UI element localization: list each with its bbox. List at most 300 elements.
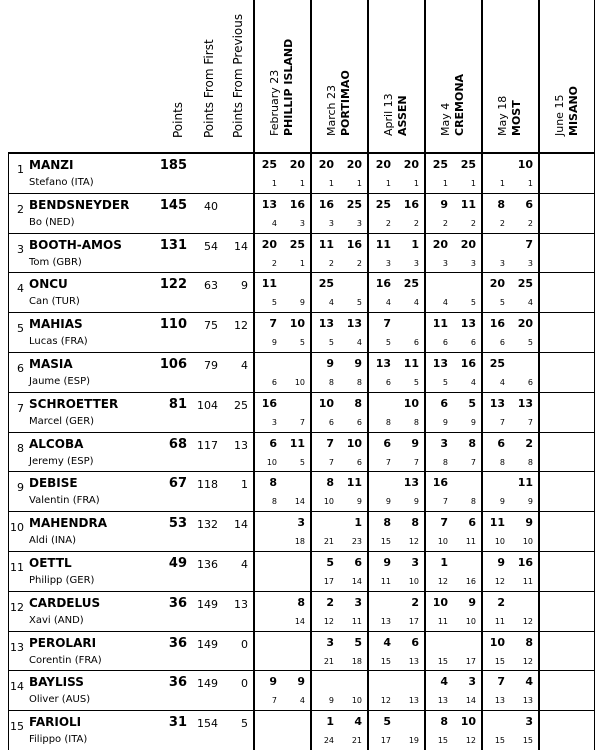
race-score: 8 — [525, 635, 533, 649]
race-position: 4 — [271, 218, 277, 228]
race-score: 20 — [403, 158, 419, 171]
race-score: 20 — [375, 158, 391, 171]
race-position: 12 — [323, 616, 334, 626]
race-score: 16 — [460, 357, 476, 370]
race-position: 3 — [527, 258, 533, 268]
race-position: 17 — [465, 656, 476, 666]
race-position: 7 — [442, 497, 448, 507]
race-score: 20 — [432, 237, 448, 251]
rider-nationality: (ESP) — [63, 376, 90, 387]
race-position: 9 — [470, 417, 476, 427]
rider-first-name — [29, 257, 82, 268]
race-score: 3 — [440, 436, 448, 450]
race-position: 9 — [328, 696, 334, 706]
race-position: 12 — [408, 537, 419, 547]
points-from-first: 63 — [204, 279, 218, 293]
race-position: 7 — [271, 696, 277, 706]
race-score: 8 — [440, 715, 448, 729]
rider-last-name: BAYLISS — [29, 675, 84, 690]
race-position: 11 — [494, 616, 505, 626]
table-row — [0, 353, 595, 393]
race-position: 1 — [299, 179, 305, 188]
points-from-first: 79 — [204, 359, 218, 372]
race-score: 11 — [432, 317, 448, 331]
race-score: 25 — [432, 158, 448, 171]
rider-nationality: (FRA) — [72, 495, 100, 507]
race-score: 3 — [468, 675, 476, 689]
rider-points: 131 — [159, 237, 187, 253]
race-position: 4 — [499, 378, 505, 387]
rider-first-name-text: Valentin — [29, 495, 70, 507]
race-position: 7 — [499, 417, 505, 427]
rider-first-name-text: Marcel — [29, 415, 63, 427]
race-position: 1 — [271, 179, 277, 188]
race-position: 9 — [413, 497, 419, 507]
race-position: 18 — [294, 537, 305, 547]
race-position: 7 — [413, 457, 419, 467]
rider-points: 36 — [168, 635, 187, 651]
rider-points: 53 — [168, 516, 187, 532]
rider-last-name: OETTL — [29, 556, 72, 570]
points-from-first: 136 — [197, 558, 218, 571]
race-position: 2 — [413, 218, 419, 228]
race-position: 8 — [271, 497, 277, 507]
race-position: 6 — [356, 457, 362, 467]
race-position: 6 — [470, 338, 476, 348]
rider-points: 110 — [159, 317, 187, 333]
rider-nationality: (ITA) — [64, 734, 88, 746]
race-score: 25 — [517, 277, 533, 291]
race-score: 9 — [297, 675, 305, 689]
points-from-first: 40 — [204, 199, 218, 213]
race-position: 12 — [437, 577, 448, 586]
race-score: 13 — [403, 476, 419, 490]
rider-first-name-text: Tom — [29, 256, 50, 268]
race-position: 9 — [527, 497, 533, 507]
race-position: 6 — [271, 378, 277, 387]
race-position: 6 — [385, 378, 391, 387]
rider-first-name-text: Aldi — [29, 535, 48, 547]
race-position: 10 — [408, 577, 419, 586]
rider-nationality: (GER) — [65, 575, 95, 586]
race-position: 9 — [299, 298, 305, 308]
race-score: 3 — [297, 516, 305, 530]
race-position: 10 — [323, 497, 334, 507]
rider-points: 68 — [168, 436, 187, 452]
race-score: 20 — [261, 237, 277, 251]
rider-last-name: CARDELUS — [29, 595, 101, 610]
points-from-first: 149 — [197, 677, 218, 691]
row-position: 12 — [10, 600, 24, 614]
race-position: 13 — [380, 616, 391, 626]
race-score: 10 — [489, 635, 505, 649]
points-from-previous: 4 — [241, 359, 248, 372]
points-from-previous: 4 — [241, 558, 248, 571]
rider-first-name — [29, 456, 94, 467]
race-position: 8 — [328, 378, 334, 387]
rider-nationality: (INA) — [50, 535, 77, 547]
race-score: 20 — [289, 158, 305, 171]
rider-nationality: (NED) — [45, 216, 75, 228]
rider-nationality: (AUS) — [61, 694, 91, 706]
row-position: 15 — [10, 720, 24, 734]
rider-first-name-text: Stefano — [29, 177, 68, 188]
race-position: 2 — [527, 218, 533, 228]
row-position: 5 — [17, 322, 24, 336]
race-score: 4 — [354, 715, 362, 729]
rider-last-name: MASIA — [29, 357, 73, 371]
rider-last-name: PEROLARI — [29, 635, 97, 650]
race-position: 8 — [442, 457, 448, 467]
rider-points: 36 — [168, 595, 187, 611]
race-score: 9 — [326, 357, 334, 370]
rider-first-name — [29, 655, 102, 666]
table-row — [0, 154, 595, 194]
race-position: 10 — [351, 696, 362, 706]
event-date-header: February 23 — [268, 69, 281, 136]
race-score: 16 — [346, 237, 362, 251]
race-position: 8 — [499, 457, 505, 467]
table-row — [0, 433, 595, 473]
rider-first-name — [29, 495, 100, 506]
table-row — [0, 234, 595, 274]
race-score: 3 — [411, 556, 419, 569]
race-position: 4 — [442, 298, 448, 308]
points-from-previous: 14 — [234, 518, 248, 532]
race-score: 16 — [289, 197, 305, 211]
points-from-previous: 25 — [234, 398, 248, 412]
race-position: 18 — [351, 656, 362, 666]
race-position: 3 — [470, 258, 476, 268]
race-score: 11 — [517, 476, 533, 490]
points-from-first: 132 — [197, 518, 218, 532]
race-position: 6 — [527, 378, 533, 387]
row-position: 4 — [17, 282, 24, 296]
race-position: 5 — [299, 457, 305, 467]
race-position: 10 — [437, 537, 448, 547]
rider-points: 185 — [159, 158, 187, 173]
points-from-first-header: Points From First — [202, 39, 216, 138]
race-position: 2 — [271, 258, 277, 268]
race-position: 11 — [380, 577, 391, 586]
race-position: 3 — [442, 258, 448, 268]
points-from-previous: 13 — [234, 438, 248, 452]
race-position: 11 — [351, 616, 362, 626]
race-position: 4 — [356, 338, 362, 348]
race-position: 13 — [437, 696, 448, 706]
race-score: 3 — [354, 595, 362, 609]
points-from-previous: 5 — [241, 717, 248, 731]
row-position: 7 — [17, 401, 24, 415]
table-row — [0, 592, 595, 632]
points-from-previous: 0 — [241, 637, 248, 651]
rider-last-name: DEBISE — [29, 476, 78, 491]
race-score: 8 — [468, 436, 476, 450]
race-position: 5 — [413, 378, 419, 387]
points-from-first: 75 — [204, 319, 218, 333]
race-score: 10 — [289, 317, 305, 331]
rider-first-name-text: Filippo — [29, 734, 62, 746]
race-position: 14 — [465, 696, 476, 706]
race-position: 3 — [328, 218, 334, 228]
race-score: 25 — [346, 197, 362, 211]
race-position: 7 — [299, 417, 305, 427]
race-position: 17 — [380, 736, 391, 746]
points-from-previous: 1 — [241, 478, 248, 492]
race-score: 11 — [289, 436, 305, 450]
race-position: 9 — [442, 417, 448, 427]
race-score: 13 — [261, 197, 277, 211]
points-from-first: 118 — [197, 478, 218, 492]
race-score: 8 — [411, 516, 419, 530]
race-score: 25 — [460, 158, 476, 171]
race-position: 8 — [527, 457, 533, 467]
race-score: 8 — [383, 516, 391, 530]
race-score: 25 — [489, 357, 505, 370]
race-score: 20 — [489, 277, 505, 291]
race-position: 3 — [356, 218, 362, 228]
race-position: 1 — [499, 179, 505, 188]
race-position: 12 — [522, 616, 533, 626]
race-score: 1 — [411, 237, 419, 251]
rider-first-name — [29, 734, 87, 745]
row-position: 6 — [17, 362, 24, 375]
race-score: 6 — [440, 396, 448, 410]
points-from-previous: 12 — [234, 319, 248, 333]
race-score: 9 — [411, 436, 419, 450]
rider-points: 145 — [159, 197, 187, 213]
race-score: 5 — [468, 396, 476, 410]
race-score: 10 — [346, 436, 362, 450]
race-score: 7 — [383, 317, 391, 331]
points-from-first: 104 — [197, 398, 218, 412]
race-score: 2 — [411, 595, 419, 609]
race-position: 3 — [499, 258, 505, 268]
rider-nationality: (GBR) — [52, 256, 82, 268]
rider-first-name — [29, 296, 80, 307]
race-score: 13 — [318, 317, 334, 331]
race-score: 16 — [318, 197, 334, 211]
race-score: 20 — [346, 158, 362, 171]
race-score: 4 — [383, 635, 391, 649]
race-position: 4 — [385, 298, 391, 308]
race-position: 15 — [380, 537, 391, 547]
row-position: 11 — [10, 561, 24, 574]
points-from-first: 149 — [197, 637, 218, 651]
race-position: 8 — [385, 417, 391, 427]
race-position: 5 — [356, 298, 362, 308]
points-from-first: 149 — [197, 597, 218, 611]
race-score: 25 — [403, 277, 419, 291]
rider-first-name — [29, 535, 76, 546]
rider-last-name: MAHENDRA — [29, 516, 107, 531]
race-position: 4 — [328, 298, 334, 308]
race-score: 7 — [269, 317, 277, 331]
event-name-header: PORTIMAO — [339, 70, 352, 136]
rider-first-name-text: Bo — [29, 216, 42, 228]
race-score: 20 — [517, 317, 533, 331]
race-position: 5 — [328, 338, 334, 348]
rider-first-name — [29, 575, 94, 586]
race-position: 4 — [527, 298, 533, 308]
race-position: 6 — [413, 338, 419, 348]
race-position: 21 — [323, 537, 334, 547]
race-score: 10 — [318, 396, 334, 410]
race-position: 9 — [385, 497, 391, 507]
rider-nationality: (FRA) — [74, 654, 102, 666]
race-score: 11 — [460, 197, 476, 211]
race-position: 2 — [442, 218, 448, 228]
race-score: 16 — [261, 396, 277, 410]
race-score: 1 — [326, 715, 334, 729]
rider-last-name: MANZI — [29, 158, 74, 172]
race-position: 1 — [356, 179, 362, 188]
rider-first-name — [29, 336, 88, 347]
table-row — [0, 632, 595, 672]
race-score: 4 — [440, 675, 448, 689]
race-position: 14 — [351, 577, 362, 586]
event-date-header: May 18 — [496, 95, 509, 136]
race-score: 7 — [440, 516, 448, 530]
rider-points: 31 — [168, 715, 187, 731]
race-position: 13 — [408, 656, 419, 666]
race-score: 5 — [354, 635, 362, 649]
rider-nationality: (ITA) — [70, 177, 94, 188]
points-from-first: 154 — [197, 717, 218, 731]
race-score: 13 — [517, 396, 533, 410]
race-score: 8 — [326, 476, 334, 490]
points-from-previous: 14 — [234, 239, 248, 253]
rider-points: 67 — [168, 476, 187, 492]
race-position: 6 — [499, 338, 505, 348]
race-score: 9 — [269, 675, 277, 689]
race-position: 15 — [437, 656, 448, 666]
rider-first-name-text: Can — [29, 296, 49, 308]
race-position: 1 — [470, 179, 476, 188]
rider-first-name-text: Oliver — [29, 694, 59, 706]
event-date-header: April 13 — [382, 93, 395, 136]
race-position: 8 — [413, 417, 419, 427]
race-position: 11 — [522, 577, 533, 586]
race-position: 11 — [465, 537, 476, 547]
rider-first-name — [29, 177, 94, 188]
race-score: 9 — [354, 357, 362, 370]
rider-last-name: FARIOLI — [29, 715, 82, 730]
race-position: 3 — [299, 218, 305, 228]
points-from-previous-header: Points From Previous — [231, 13, 245, 138]
race-position: 14 — [294, 616, 305, 626]
race-position: 15 — [380, 656, 391, 666]
race-score: 6 — [468, 516, 476, 530]
race-position: 10 — [465, 616, 476, 626]
race-score: 8 — [297, 595, 305, 609]
race-score: 9 — [440, 197, 448, 211]
rider-last-name: MAHIAS — [29, 317, 83, 332]
rider-nationality: (GER) — [65, 415, 95, 427]
table-row — [0, 671, 595, 711]
race-score: 25 — [375, 197, 391, 211]
race-position: 2 — [470, 218, 476, 228]
points-from-previous: 9 — [241, 279, 248, 293]
race-score: 10 — [432, 595, 448, 609]
rider-first-name — [29, 217, 74, 228]
race-position: 10 — [522, 537, 533, 547]
race-position: 3 — [271, 417, 277, 427]
table-row — [0, 512, 595, 552]
row-position: 1 — [17, 163, 24, 176]
race-position: 10 — [494, 537, 505, 547]
race-score: 2 — [497, 595, 505, 609]
race-score: 13 — [432, 357, 448, 370]
race-score: 6 — [354, 556, 362, 569]
race-position: 12 — [465, 736, 476, 746]
race-score: 25 — [261, 158, 277, 171]
rider-last-name: BENDSNEYDER — [29, 197, 130, 212]
rider-nationality: (AND) — [53, 614, 84, 626]
event-date-header: March 23 — [325, 84, 338, 136]
rider-first-name-text: Jeremy — [29, 455, 64, 467]
race-position: 21 — [323, 656, 334, 666]
race-score: 16 — [403, 197, 419, 211]
rider-first-name-text: Corentin — [29, 654, 72, 666]
row-position: 9 — [17, 481, 24, 495]
race-score: 11 — [375, 237, 391, 251]
race-score: 10 — [460, 715, 476, 729]
race-position: 1 — [413, 179, 419, 188]
rider-last-name: ONCU — [29, 277, 68, 292]
race-score: 10 — [403, 396, 419, 410]
race-position: 19 — [408, 736, 419, 746]
race-position: 8 — [356, 378, 362, 387]
race-score: 20 — [318, 158, 334, 171]
race-score: 10 — [517, 158, 533, 171]
race-score: 9 — [468, 595, 476, 609]
race-score: 5 — [326, 556, 334, 569]
race-score: 6 — [411, 635, 419, 649]
race-position: 4 — [299, 696, 305, 706]
race-score: 1 — [440, 556, 448, 569]
rider-first-name — [29, 615, 84, 626]
race-position: 3 — [413, 258, 419, 268]
points-from-previous: 0 — [241, 677, 248, 691]
race-position: 3 — [385, 258, 391, 268]
points-from-previous: 13 — [234, 597, 248, 611]
table-row — [0, 552, 595, 592]
race-position: 5 — [299, 338, 305, 348]
race-score: 1 — [354, 516, 362, 530]
race-position: 11 — [437, 616, 448, 626]
race-position: 2 — [499, 218, 505, 228]
event-name-header: ASSEN — [396, 95, 409, 136]
row-position: 2 — [17, 202, 24, 216]
rider-first-name-text: Jaume — [29, 376, 61, 387]
event-name-header: CREMONA — [453, 73, 466, 136]
race-position: 15 — [522, 736, 533, 746]
race-position: 5 — [499, 298, 505, 308]
race-position: 24 — [323, 736, 334, 746]
table-row — [0, 194, 595, 234]
race-position: 5 — [442, 378, 448, 387]
points-header: Points — [171, 101, 185, 138]
race-score: 6 — [497, 436, 505, 450]
rider-nationality: (ESP) — [67, 455, 94, 467]
row-position: 8 — [17, 441, 24, 455]
race-position: 1 — [442, 179, 448, 188]
row-position: 14 — [10, 680, 24, 694]
race-position: 5 — [385, 338, 391, 348]
race-score: 11 — [261, 277, 277, 291]
race-score: 13 — [489, 396, 505, 410]
